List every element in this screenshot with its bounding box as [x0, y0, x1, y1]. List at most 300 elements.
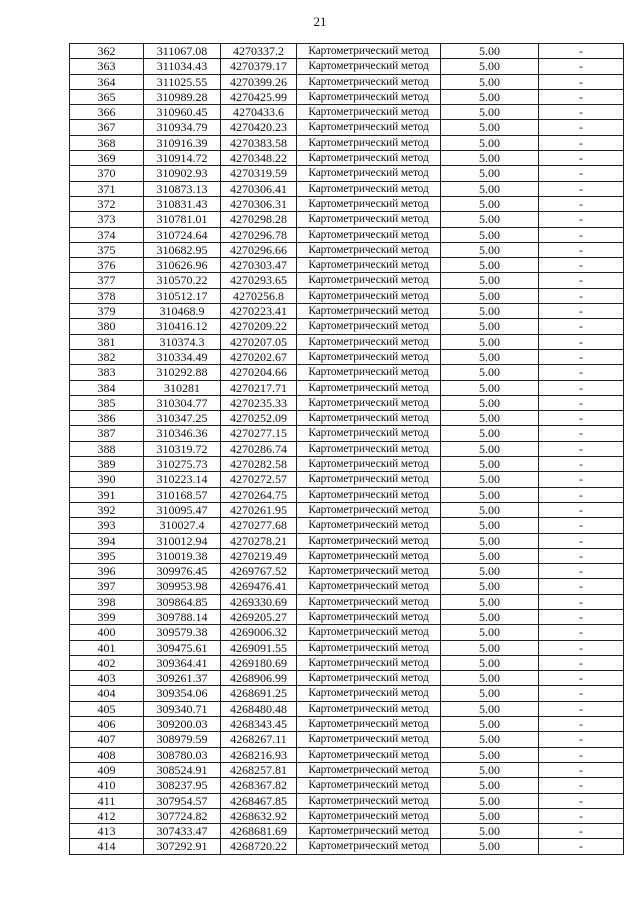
y-coordinate-cell: 4270277.15 [221, 426, 297, 441]
method-cell: Картометрический метод [297, 273, 441, 288]
accuracy-cell: 5.00 [441, 273, 539, 288]
method-cell: Картометрический метод [297, 457, 441, 472]
note-cell: - [539, 135, 624, 150]
x-coordinate-cell: 307433.47 [144, 824, 221, 839]
y-coordinate-cell: 4270278.21 [221, 533, 297, 548]
x-coordinate-cell: 307954.57 [144, 793, 221, 808]
accuracy-cell: 5.00 [441, 457, 539, 472]
method-cell: Картометрический метод [297, 686, 441, 701]
accuracy-cell: 5.00 [441, 166, 539, 181]
point-number-cell: 384 [70, 380, 144, 395]
accuracy-cell: 5.00 [441, 747, 539, 762]
y-coordinate-cell: 4270286.74 [221, 441, 297, 456]
y-coordinate-cell: 4268367.82 [221, 778, 297, 793]
x-coordinate-cell: 309475.61 [144, 640, 221, 655]
method-cell: Картометрический метод [297, 472, 441, 487]
method-cell: Картометрический метод [297, 258, 441, 273]
table-row [70, 533, 624, 548]
table-row [70, 579, 624, 594]
x-coordinate-cell: 310304.77 [144, 395, 221, 410]
x-coordinate-cell: 310019.38 [144, 548, 221, 563]
accuracy-cell: 5.00 [441, 44, 539, 59]
point-number-cell: 395 [70, 548, 144, 563]
accuracy-cell: 5.00 [441, 181, 539, 196]
method-cell: Картометрический метод [297, 441, 441, 456]
method-cell: Картометрический метод [297, 349, 441, 364]
point-number-cell: 398 [70, 594, 144, 609]
point-number-cell: 393 [70, 518, 144, 533]
point-number-cell: 372 [70, 196, 144, 211]
x-coordinate-cell: 308780.03 [144, 747, 221, 762]
coordinates-table-body [70, 44, 624, 855]
accuracy-cell: 5.00 [441, 441, 539, 456]
accuracy-cell: 5.00 [441, 288, 539, 303]
table-row [70, 395, 624, 410]
x-coordinate-cell: 310319.72 [144, 441, 221, 456]
point-number-cell: 379 [70, 304, 144, 319]
accuracy-cell: 5.00 [441, 334, 539, 349]
note-cell: - [539, 457, 624, 472]
point-number-cell: 402 [70, 655, 144, 670]
table-row [70, 548, 624, 563]
y-coordinate-cell: 4270379.17 [221, 59, 297, 74]
y-coordinate-cell: 4270298.28 [221, 212, 297, 227]
accuracy-cell: 5.00 [441, 196, 539, 211]
x-coordinate-cell: 310512.17 [144, 288, 221, 303]
method-cell: Картометрический метод [297, 518, 441, 533]
x-coordinate-cell: 310781.01 [144, 212, 221, 227]
note-cell: - [539, 380, 624, 395]
method-cell: Картометрический метод [297, 778, 441, 793]
table-row [70, 594, 624, 609]
method-cell: Картометрический метод [297, 502, 441, 517]
table-row [70, 349, 624, 364]
accuracy-cell: 5.00 [441, 686, 539, 701]
point-number-cell: 382 [70, 349, 144, 364]
table-row [70, 304, 624, 319]
y-coordinate-cell: 4270306.41 [221, 181, 297, 196]
table-row [70, 518, 624, 533]
accuracy-cell: 5.00 [441, 564, 539, 579]
method-cell: Картометрический метод [297, 564, 441, 579]
point-number-cell: 411 [70, 793, 144, 808]
y-coordinate-cell: 4269205.27 [221, 609, 297, 624]
note-cell: - [539, 564, 624, 579]
method-cell: Картометрический метод [297, 579, 441, 594]
point-number-cell: 381 [70, 334, 144, 349]
method-cell: Картометрический метод [297, 487, 441, 502]
note-cell: - [539, 655, 624, 670]
table-row [70, 212, 624, 227]
note-cell: - [539, 227, 624, 242]
accuracy-cell: 5.00 [441, 518, 539, 533]
accuracy-cell: 5.00 [441, 380, 539, 395]
point-number-cell: 394 [70, 533, 144, 548]
note-cell: - [539, 441, 624, 456]
note-cell: - [539, 793, 624, 808]
x-coordinate-cell: 309200.03 [144, 717, 221, 732]
note-cell: - [539, 105, 624, 120]
note-cell: - [539, 304, 624, 319]
note-cell: - [539, 411, 624, 426]
note-cell: - [539, 686, 624, 701]
y-coordinate-cell: 4268906.99 [221, 671, 297, 686]
y-coordinate-cell: 4268480.48 [221, 701, 297, 716]
accuracy-cell: 5.00 [441, 349, 539, 364]
accuracy-cell: 5.00 [441, 105, 539, 120]
note-cell: - [539, 625, 624, 640]
point-number-cell: 364 [70, 74, 144, 89]
y-coordinate-cell: 4268467.85 [221, 793, 297, 808]
method-cell: Картометрический метод [297, 411, 441, 426]
point-number-cell: 390 [70, 472, 144, 487]
note-cell: - [539, 242, 624, 257]
page-number: 21 [313, 14, 327, 29]
note-cell: - [539, 762, 624, 777]
point-number-cell: 386 [70, 411, 144, 426]
y-coordinate-cell: 4270209.22 [221, 319, 297, 334]
y-coordinate-cell: 4270277.68 [221, 518, 297, 533]
note-cell: - [539, 196, 624, 211]
method-cell: Картометрический метод [297, 227, 441, 242]
point-number-cell: 378 [70, 288, 144, 303]
accuracy-cell: 5.00 [441, 304, 539, 319]
x-coordinate-cell: 311025.55 [144, 74, 221, 89]
x-coordinate-cell: 309579.38 [144, 625, 221, 640]
method-cell: Картометрический метод [297, 212, 441, 227]
method-cell: Картометрический метод [297, 74, 441, 89]
point-number-cell: 409 [70, 762, 144, 777]
method-cell: Картометрический метод [297, 839, 441, 854]
y-coordinate-cell: 4269767.52 [221, 564, 297, 579]
y-coordinate-cell: 4270272.57 [221, 472, 297, 487]
method-cell: Картометрический метод [297, 640, 441, 655]
y-coordinate-cell: 4270256.8 [221, 288, 297, 303]
point-number-cell: 374 [70, 227, 144, 242]
point-number-cell: 400 [70, 625, 144, 640]
point-number-cell: 362 [70, 44, 144, 59]
x-coordinate-cell: 310873.13 [144, 181, 221, 196]
accuracy-cell: 5.00 [441, 242, 539, 257]
y-coordinate-cell: 4270235.33 [221, 395, 297, 410]
y-coordinate-cell: 4270202.67 [221, 349, 297, 364]
table-row [70, 166, 624, 181]
method-cell: Картометрический метод [297, 824, 441, 839]
point-number-cell: 375 [70, 242, 144, 257]
method-cell: Картометрический метод [297, 181, 441, 196]
note-cell: - [539, 839, 624, 854]
method-cell: Картометрический метод [297, 793, 441, 808]
note-cell: - [539, 44, 624, 59]
method-cell: Картометрический метод [297, 380, 441, 395]
table-row [70, 778, 624, 793]
table-row [70, 242, 624, 257]
accuracy-cell: 5.00 [441, 732, 539, 747]
y-coordinate-cell: 4269180.69 [221, 655, 297, 670]
table-row [70, 732, 624, 747]
point-number-cell: 383 [70, 365, 144, 380]
y-coordinate-cell: 4270204.66 [221, 365, 297, 380]
method-cell: Картометрический метод [297, 196, 441, 211]
x-coordinate-cell: 310916.39 [144, 135, 221, 150]
table-row [70, 365, 624, 380]
y-coordinate-cell: 4270217.71 [221, 380, 297, 395]
y-coordinate-cell: 4270261.95 [221, 502, 297, 517]
table-row [70, 59, 624, 74]
table-row [70, 808, 624, 823]
x-coordinate-cell: 311067.08 [144, 44, 221, 59]
method-cell: Картометрический метод [297, 89, 441, 104]
note-cell: - [539, 640, 624, 655]
point-number-cell: 392 [70, 502, 144, 517]
y-coordinate-cell: 4268691.25 [221, 686, 297, 701]
accuracy-cell: 5.00 [441, 395, 539, 410]
note-cell: - [539, 472, 624, 487]
point-number-cell: 380 [70, 319, 144, 334]
y-coordinate-cell: 4270223.41 [221, 304, 297, 319]
point-number-cell: 389 [70, 457, 144, 472]
method-cell: Картометрический метод [297, 365, 441, 380]
method-cell: Картометрический метод [297, 319, 441, 334]
table-row [70, 334, 624, 349]
x-coordinate-cell: 309976.45 [144, 564, 221, 579]
note-cell: - [539, 502, 624, 517]
y-coordinate-cell: 4270219.49 [221, 548, 297, 563]
x-coordinate-cell: 310281 [144, 380, 221, 395]
point-number-cell: 369 [70, 151, 144, 166]
table-row [70, 258, 624, 273]
method-cell: Картометрический метод [297, 59, 441, 74]
note-cell: - [539, 166, 624, 181]
table-row [70, 120, 624, 135]
note-cell: - [539, 518, 624, 533]
y-coordinate-cell: 4270337.2 [221, 44, 297, 59]
y-coordinate-cell: 4269091.55 [221, 640, 297, 655]
x-coordinate-cell: 310027.4 [144, 518, 221, 533]
table-row [70, 181, 624, 196]
x-coordinate-cell: 308524.91 [144, 762, 221, 777]
method-cell: Картометрический метод [297, 395, 441, 410]
y-coordinate-cell: 4270293.65 [221, 273, 297, 288]
y-coordinate-cell: 4270319.59 [221, 166, 297, 181]
accuracy-cell: 5.00 [441, 793, 539, 808]
table-row [70, 625, 624, 640]
point-number-cell: 376 [70, 258, 144, 273]
table-row [70, 227, 624, 242]
table-row [70, 472, 624, 487]
x-coordinate-cell: 311034.43 [144, 59, 221, 74]
y-coordinate-cell: 4270420.23 [221, 120, 297, 135]
y-coordinate-cell: 4270348.22 [221, 151, 297, 166]
point-number-cell: 365 [70, 89, 144, 104]
x-coordinate-cell: 310168.57 [144, 487, 221, 502]
table-row [70, 762, 624, 777]
note-cell: - [539, 808, 624, 823]
x-coordinate-cell: 310346.36 [144, 426, 221, 441]
table-row [70, 824, 624, 839]
table-row [70, 411, 624, 426]
accuracy-cell: 5.00 [441, 839, 539, 854]
x-coordinate-cell: 310724.64 [144, 227, 221, 242]
y-coordinate-cell: 4268720.22 [221, 839, 297, 854]
y-coordinate-cell: 4270264.75 [221, 487, 297, 502]
accuracy-cell: 5.00 [441, 258, 539, 273]
table-row [70, 288, 624, 303]
table-row [70, 74, 624, 89]
accuracy-cell: 5.00 [441, 655, 539, 670]
note-cell: - [539, 747, 624, 762]
method-cell: Картометрический метод [297, 166, 441, 181]
accuracy-cell: 5.00 [441, 89, 539, 104]
note-cell: - [539, 349, 624, 364]
method-cell: Картометрический метод [297, 762, 441, 777]
table-row [70, 89, 624, 104]
point-number-cell: 385 [70, 395, 144, 410]
note-cell: - [539, 273, 624, 288]
x-coordinate-cell: 309261.37 [144, 671, 221, 686]
accuracy-cell: 5.00 [441, 533, 539, 548]
point-number-cell: 388 [70, 441, 144, 456]
method-cell: Картометрический метод [297, 105, 441, 120]
note-cell: - [539, 212, 624, 227]
note-cell: - [539, 609, 624, 624]
point-number-cell: 371 [70, 181, 144, 196]
point-number-cell: 366 [70, 105, 144, 120]
method-cell: Картометрический метод [297, 808, 441, 823]
accuracy-cell: 5.00 [441, 212, 539, 227]
note-cell: - [539, 151, 624, 166]
accuracy-cell: 5.00 [441, 717, 539, 732]
x-coordinate-cell: 309340.71 [144, 701, 221, 716]
note-cell: - [539, 89, 624, 104]
x-coordinate-cell: 310292.88 [144, 365, 221, 380]
accuracy-cell: 5.00 [441, 472, 539, 487]
table-row [70, 441, 624, 456]
note-cell: - [539, 120, 624, 135]
note-cell: - [539, 579, 624, 594]
method-cell: Картометрический метод [297, 701, 441, 716]
method-cell: Картометрический метод [297, 671, 441, 686]
x-coordinate-cell: 310275.73 [144, 457, 221, 472]
point-number-cell: 413 [70, 824, 144, 839]
table-row [70, 502, 624, 517]
point-number-cell: 377 [70, 273, 144, 288]
accuracy-cell: 5.00 [441, 502, 539, 517]
accuracy-cell: 5.00 [441, 411, 539, 426]
note-cell: - [539, 319, 624, 334]
table-row [70, 426, 624, 441]
point-number-cell: 399 [70, 609, 144, 624]
point-number-cell: 404 [70, 686, 144, 701]
table-row [70, 105, 624, 120]
point-number-cell: 414 [70, 839, 144, 854]
method-cell: Картометрический метод [297, 717, 441, 732]
point-number-cell: 407 [70, 732, 144, 747]
accuracy-cell: 5.00 [441, 120, 539, 135]
x-coordinate-cell: 310416.12 [144, 319, 221, 334]
accuracy-cell: 5.00 [441, 151, 539, 166]
point-number-cell: 370 [70, 166, 144, 181]
note-cell: - [539, 288, 624, 303]
x-coordinate-cell: 310914.72 [144, 151, 221, 166]
note-cell: - [539, 181, 624, 196]
table-row [70, 380, 624, 395]
x-coordinate-cell: 310902.93 [144, 166, 221, 181]
y-coordinate-cell: 4269006.32 [221, 625, 297, 640]
accuracy-cell: 5.00 [441, 701, 539, 716]
y-coordinate-cell: 4270207.05 [221, 334, 297, 349]
y-coordinate-cell: 4268343.45 [221, 717, 297, 732]
y-coordinate-cell: 4270303.47 [221, 258, 297, 273]
y-coordinate-cell: 4268267.11 [221, 732, 297, 747]
y-coordinate-cell: 4270282.58 [221, 457, 297, 472]
y-coordinate-cell: 4270296.78 [221, 227, 297, 242]
method-cell: Картометрический метод [297, 655, 441, 670]
note-cell: - [539, 732, 624, 747]
note-cell: - [539, 533, 624, 548]
accuracy-cell: 5.00 [441, 365, 539, 380]
x-coordinate-cell: 310934.79 [144, 120, 221, 135]
table-row [70, 655, 624, 670]
accuracy-cell: 5.00 [441, 227, 539, 242]
point-number-cell: 373 [70, 212, 144, 227]
point-number-cell: 405 [70, 701, 144, 716]
note-cell: - [539, 778, 624, 793]
note-cell: - [539, 548, 624, 563]
table-row [70, 457, 624, 472]
x-coordinate-cell: 310831.43 [144, 196, 221, 211]
x-coordinate-cell: 307292.91 [144, 839, 221, 854]
point-number-cell: 396 [70, 564, 144, 579]
x-coordinate-cell: 309788.14 [144, 609, 221, 624]
x-coordinate-cell: 310960.45 [144, 105, 221, 120]
method-cell: Картометрический метод [297, 594, 441, 609]
y-coordinate-cell: 4270383.58 [221, 135, 297, 150]
table-row [70, 793, 624, 808]
method-cell: Картометрический метод [297, 548, 441, 563]
note-cell: - [539, 701, 624, 716]
accuracy-cell: 5.00 [441, 319, 539, 334]
x-coordinate-cell: 310223.14 [144, 472, 221, 487]
x-coordinate-cell: 310626.96 [144, 258, 221, 273]
table-row [70, 273, 624, 288]
table-row [70, 564, 624, 579]
point-number-cell: 391 [70, 487, 144, 502]
point-number-cell: 403 [70, 671, 144, 686]
x-coordinate-cell: 310095.47 [144, 502, 221, 517]
table-row [70, 319, 624, 334]
point-number-cell: 412 [70, 808, 144, 823]
point-number-cell: 367 [70, 120, 144, 135]
accuracy-cell: 5.00 [441, 762, 539, 777]
y-coordinate-cell: 4270306.31 [221, 196, 297, 211]
point-number-cell: 368 [70, 135, 144, 150]
accuracy-cell: 5.00 [441, 778, 539, 793]
table-row [70, 701, 624, 716]
y-coordinate-cell: 4270433.6 [221, 105, 297, 120]
accuracy-cell: 5.00 [441, 135, 539, 150]
point-number-cell: 363 [70, 59, 144, 74]
method-cell: Картометрический метод [297, 135, 441, 150]
y-coordinate-cell: 4270425.99 [221, 89, 297, 104]
accuracy-cell: 5.00 [441, 59, 539, 74]
point-number-cell: 408 [70, 747, 144, 762]
x-coordinate-cell: 310989.28 [144, 89, 221, 104]
x-coordinate-cell: 310468.9 [144, 304, 221, 319]
y-coordinate-cell: 4269476.41 [221, 579, 297, 594]
y-coordinate-cell: 4270296.66 [221, 242, 297, 257]
table-row [70, 671, 624, 686]
